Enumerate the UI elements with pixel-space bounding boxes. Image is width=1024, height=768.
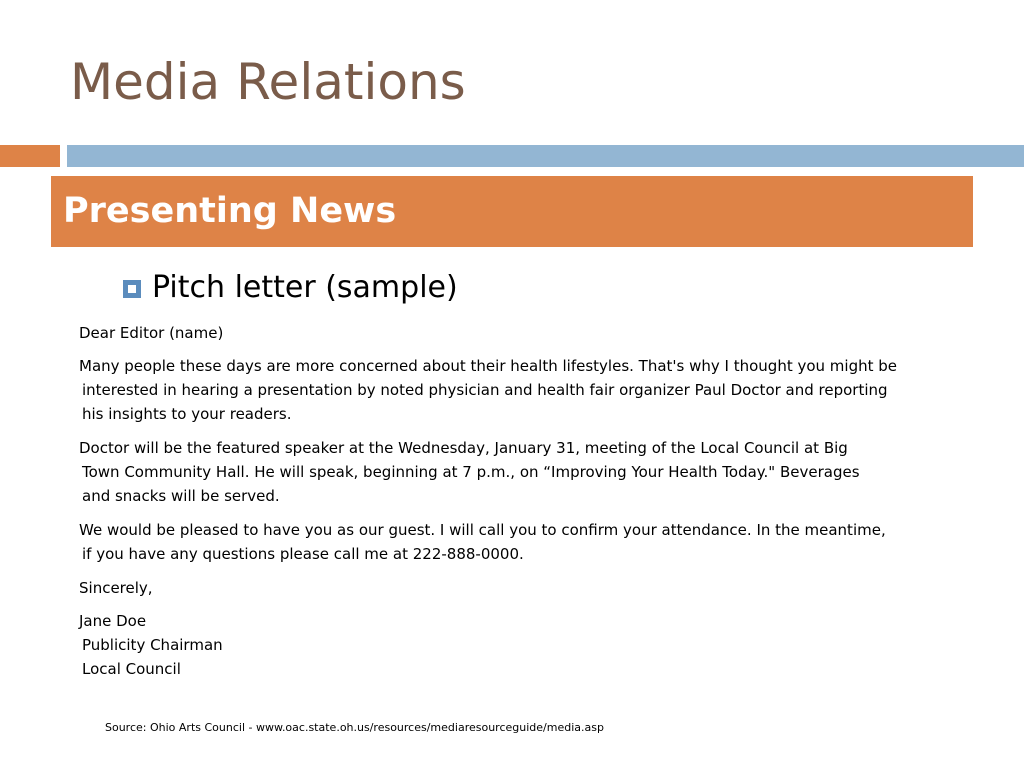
paragraph-line: Many people these days are more concerned about their health lifestyles. That's why I thought you might be [79,357,898,375]
letter-paragraph-1 [79,354,959,426]
paragraph-line: We would be pleased to have you as our guest. I will call you to confirm your attendance. In the meantime, [79,521,886,539]
paragraph-line: if you have any questions please call me at 222-888-0000. [82,545,524,563]
slide-title: Media Relations [70,53,466,111]
signature-name: Jane Doe [79,612,147,630]
letter-signature [79,609,959,681]
accent-bar-blue [67,145,1024,167]
paragraph-line: his insights to your readers. [82,405,292,423]
pitch-letter [79,321,959,691]
letter-closing [79,576,959,600]
paragraph-line: Town Community Hall. He will speak, beginning at 7 p.m., on “Improving Your Health Today." Beverages [82,463,860,481]
section-header [51,176,973,247]
paragraph-line: interested in hearing a presentation by noted physician and health fair organizer Paul Doctor and reporting [82,381,888,399]
square-bullet-icon [123,280,141,298]
closing-line: Sincerely, [79,579,153,597]
source-citation: Source: Ohio Arts Council - www.oac.state.oh.us/resources/mediaresourceguide/media.asp [105,721,604,734]
letter-salutation [79,321,959,345]
letter-paragraph-3 [79,518,959,566]
paragraph-line: Doctor will be the featured speaker at the Wednesday, January 31, meeting of the Local Council at Big [79,439,848,457]
signature-organization: Local Council [82,660,181,678]
paragraph-line: and snacks will be served. [82,487,280,505]
accent-bar-orange [0,145,60,167]
salutation-line: Dear Editor (name) [79,324,224,342]
section-header-title: Presenting News [63,191,397,231]
letter-paragraph-2 [79,436,959,508]
bullet-text: Pitch letter (sample) [152,270,458,305]
signature-title: Publicity Chairman [82,636,223,654]
